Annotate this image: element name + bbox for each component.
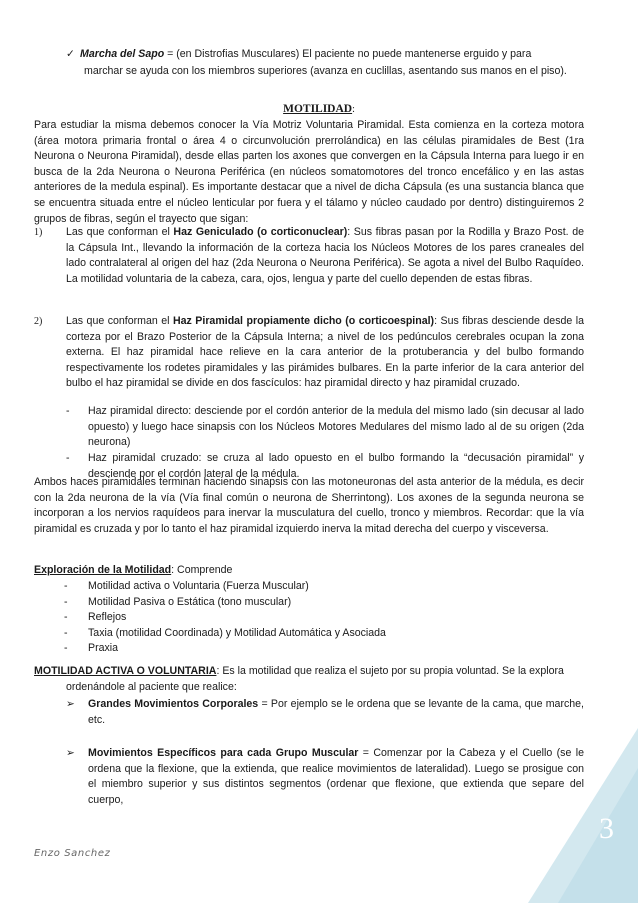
list-item: - Taxia (motilidad Coordinada) y Motilidad Automática y Asociada — [64, 626, 386, 639]
corner-triangle-inner — [558, 768, 638, 903]
list-item: - Reflejos — [64, 611, 127, 624]
activa-paragraph: MOTILIDAD ACTIVA O VOLUNTARIA: Es la motilidad que realiza el sujeto por su propia voluntad. Se la explora — [34, 665, 564, 677]
marcha-text-cont: marchar se ayuda con los miembros superiores (avanza en cuclillas, asentando sus manos en el piso). — [84, 65, 567, 77]
activa-paragraph-cont: ordenándole al paciente que realice: — [66, 681, 237, 693]
item2-bold: Haz Piramidal propiamente dicho (o corticoespinal) — [172, 315, 435, 327]
sub2-text: Haz piramidal cruzado: se cruza al lado opuesto en el bulbo formando la “decusación piramidal” y desciende por el cordón lateral de la médula. — [88, 452, 584, 480]
sub1-dash: - — [66, 405, 70, 417]
exploracion-heading: Exploración de la Motilidad: Comprende — [34, 564, 233, 576]
list-item: - Motilidad Pasiva o Estática (tono muscular) — [64, 595, 292, 608]
item1-text: Las que conforman el Haz Geniculado (o corticonuclear): Sus fibras pasan por la Rodilla y Brazo Post. de la Cápsula Int., llevando la información de la corteza hacia los Núcleos Motores de los pares craneales del lado contralateral al origen del haz (2da Neurona o Neurona Periférica). Se agota a nivel del Bulbo Raquídeo. La motilidad voluntaria de la cabeza, cara, ojos, lengua y parte del cuello dependen de estas fibras. — [66, 226, 584, 285]
exploracion-list — [64, 579, 584, 657]
sub2-dash: - — [66, 452, 70, 464]
arrow-bullet-icon: ➢ — [66, 698, 75, 710]
check-icon: ✓ — [66, 48, 75, 60]
marcha-label: Marcha del Sapo — [80, 48, 165, 60]
footer-author: Enzo Sanchez — [34, 848, 111, 859]
sub1-text: Haz piramidal directo: desciende por el cordón anterior de la medula del mismo lado (sin decusar al lado opuesto) y luego hace sinapsis con los Núcleos Motores Medulares del mismo lado al de su origen (2da neurona) — [88, 405, 584, 449]
item1-bold: Haz Geniculado (o corticonuclear) — [173, 226, 348, 238]
activa-title: MOTILIDAD ACTIVA O VOLUNTARIA — [34, 665, 217, 677]
page-number: 3 — [599, 812, 614, 845]
arrow-bullet-icon: ➢ — [66, 747, 75, 759]
exploracion-title: Exploración de la Motilidad — [34, 564, 172, 576]
activa-bullet-1: Grandes Movimientos Corporales = Por ejemplo se le ordena que se levante de la cama, que marche, etc. — [88, 698, 584, 726]
list-item: - Motilidad activa o Voluntaria (Fuerza Muscular) — [64, 580, 309, 592]
activa-bullet-2: Movimientos Específicos para cada Grupo Muscular = Comenzar por la Cabeza y el Cuello (se le ordena que la flexione, que la extienda, que realice movimientos de lateralidad). Luego se prosigue con el miembro superior y sus distintos segmentos (ordenar que flexione, que extienda que separe del cuerpo, — [88, 747, 584, 806]
motilidad-title: MOTILIDAD — [283, 103, 353, 115]
item2-text: Las que conforman el Haz Piramidal propiamente dicho (o corticoespinal): Sus fibras desciende desde la corteza por el Brazo Posterior de la Cápsula Interna; a nivel de los pedúnculos cerebrales ocupan la zona externa. El haz piramidal hace relieve en la cara anterior de la protuberancia y del bulbo formando respectivamente los rodetes piramidales y las pirámides bulbares. En la parte inferior de la cara anterior del bulbo el haz piramidal se divide en dos fascículos: haz piramidal directo y haz piramidal cruzado. — [66, 315, 585, 390]
motilidad-heading: MOTILIDAD: — [283, 103, 355, 115]
marcha-item: ✓ Marcha del Sapo = (en Distrofias Musculares) El paciente no puede mantenerse erguido y para — [66, 47, 582, 63]
list-item: - Praxia — [64, 642, 119, 655]
item2-number: 2) — [34, 316, 43, 327]
marcha-text: (en Distrofias Musculares) El paciente no puede mantenerse erguido y para — [176, 48, 532, 60]
corner-decoration — [528, 728, 638, 903]
motilidad-intro: Para estudiar la misma debemos conocer la Vía Motriz Voluntaria Piramidal. Esta comienza en la corteza motora (área motora primaria frontal o área 4 o circunvolución prerrolándica) en las células piramidales de Best (1ra Neurona o Neurona Piramidal), desde ellas parten los axones que convergen en la Cápsula Interna para luego ir en busca de la 2da Neurona o Neurona Periférica (en núcleos somatomotores del tronco encefálico y en las astas anteriores de la medula espinal). Es importante destacar que a nivel de dicha Cápsula (es una sustancia blanca que se encuentra situada entre el núcleo lenticular por fuera y el tálamo y núcleo caudado por dentro) distinguiremos 2 grupos de fibras, según el trayecto que sigan: — [34, 119, 584, 225]
item1-number: 1) — [34, 227, 43, 238]
summary-paragraph: Ambos haces piramidales terminan haciendo sinapsis con las motoneuronas del asta anterior de la médula, es decir con la 2da neurona de la vía (Vía final común o neurona de Sherrintong). Los axones de la segunda neurona se incorporan a los nervios raquídeos para inervar la musculatura del cuello, tronco y miembros. Recordar: que la vía piramidal es cruzada y por lo tanto el haz piramidal izquierdo inerva la mitad derecha del cuerpo y visceversa. — [34, 476, 584, 535]
